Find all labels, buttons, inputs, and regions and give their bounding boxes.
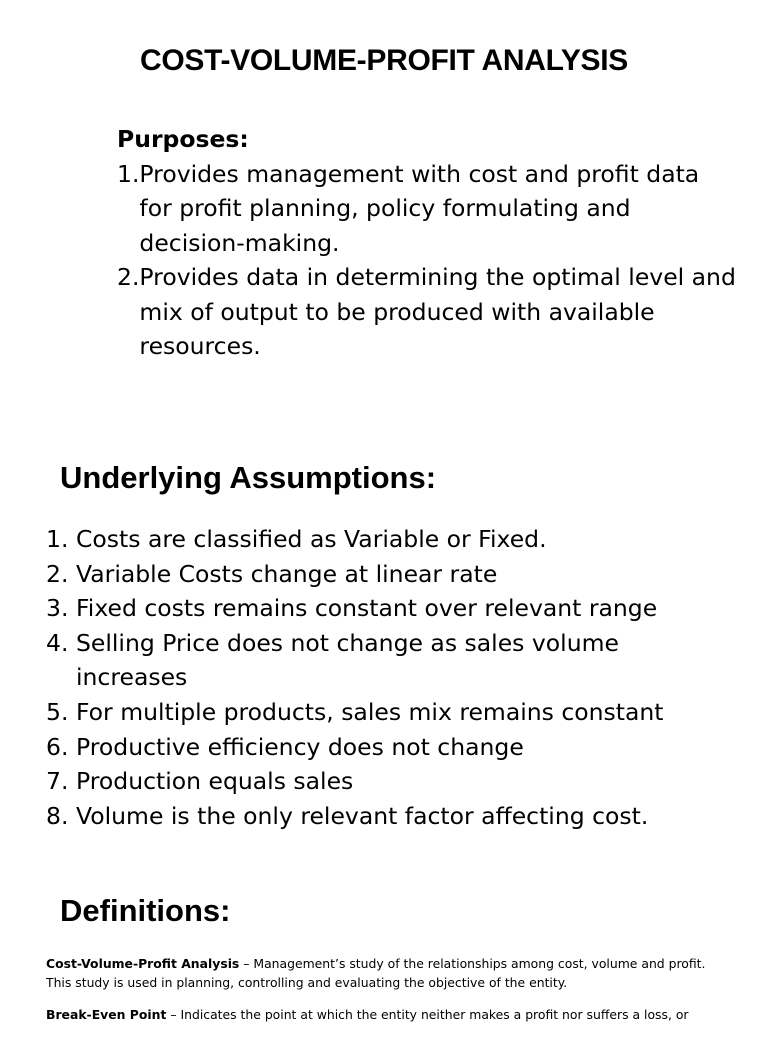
- item-text: Provides management with cost and profit data for profit planning, policy formulating and decision-making.: [139, 159, 700, 257]
- item-text: Fixed costs remains constant over relevant range: [76, 594, 658, 623]
- item-number: 4.: [46, 628, 69, 657]
- item-text: Productive efficiency does not change: [76, 732, 524, 761]
- assumption-item: [46, 626, 746, 695]
- purposes-section: [117, 122, 737, 364]
- definition-term: Break-Even Point: [46, 1007, 167, 1022]
- item-number: 1.: [117, 159, 140, 188]
- item-text: Selling Price does not change as sales volume increases: [76, 628, 619, 692]
- assumptions-list: [46, 522, 746, 833]
- definition-text: – Management’s study of the relationships among cost, volume and profit. This study is used in planning, controlling and evaluating the objective of the entity.: [46, 956, 706, 990]
- definition-item: [46, 955, 726, 992]
- assumption-item: [46, 799, 746, 834]
- purposes-heading: Purposes:: [117, 125, 249, 153]
- item-text: Volume is the only relevant factor affecting cost.: [76, 801, 649, 830]
- item-number: 2.: [46, 559, 69, 588]
- item-text: Production equals sales: [76, 767, 354, 796]
- purpose-item: [117, 157, 737, 261]
- definition-text: – Indicates the point at which the entity neither makes a profit nor suffers a loss, or: [166, 1007, 689, 1022]
- assumption-item: [46, 591, 746, 626]
- item-number: 1.: [46, 525, 69, 553]
- item-number: 5.: [46, 697, 69, 726]
- item-number: 8.: [46, 801, 69, 830]
- assumption-item: [46, 695, 746, 730]
- item-text: For multiple products, sales mix remains constant: [76, 697, 664, 726]
- definitions-heading: Definitions:: [60, 893, 231, 928]
- assumption-item: [46, 557, 746, 592]
- purpose-item: [117, 260, 737, 364]
- assumption-item: [46, 730, 746, 765]
- definition-item: [46, 1006, 726, 1025]
- assumption-item: [46, 522, 746, 557]
- item-text: Costs are classified as Variable or Fixed.: [76, 525, 547, 553]
- item-number: 3.: [46, 594, 69, 623]
- item-text: Variable Costs change at linear rate: [76, 559, 498, 588]
- item-text: Provides data in determining the optimal level and mix of output to be produced with available resources.: [139, 263, 736, 360]
- assumption-item: [46, 764, 746, 799]
- item-number: 2.: [117, 263, 140, 291]
- definitions-list: [46, 955, 726, 1039]
- item-number: 7.: [46, 767, 69, 796]
- page-title: COST-VOLUME-PROFIT ANALYSIS: [139, 44, 629, 77]
- definition-term: Cost-Volume-Profit Analysis: [46, 956, 240, 971]
- item-number: 6.: [46, 732, 69, 761]
- assumptions-heading: Underlying Assumptions:: [60, 460, 437, 495]
